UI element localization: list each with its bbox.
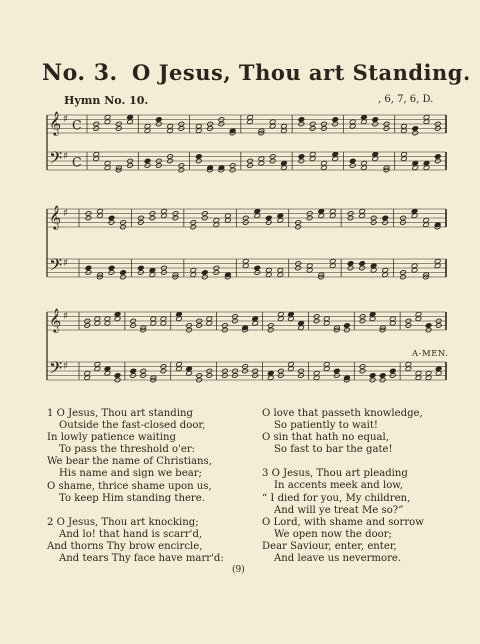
note-head xyxy=(160,316,167,321)
note-head xyxy=(412,126,419,131)
verse-line: So patiently to wait! xyxy=(274,420,378,432)
amen-label: A-MEN. xyxy=(412,349,449,359)
verse-line: O Lord, with shame and sorrow xyxy=(262,516,424,528)
note-head xyxy=(435,366,442,371)
verse-line: To pass the threshold o'er: xyxy=(59,444,196,456)
key-sharp-icon: ♯ xyxy=(63,113,69,126)
note-head xyxy=(94,321,101,326)
note-head xyxy=(411,213,418,218)
note-head xyxy=(390,321,397,326)
verse-line: To keep Him standing there. xyxy=(59,492,205,504)
clef-treble-icon: 𝄞 xyxy=(49,204,62,229)
note-head xyxy=(323,321,330,326)
note-head xyxy=(361,119,368,124)
note-head xyxy=(370,268,377,273)
note-head xyxy=(104,371,111,376)
verse-column-left xyxy=(47,408,224,565)
note-head xyxy=(425,323,432,328)
note-head xyxy=(318,213,325,218)
note-head xyxy=(423,165,430,170)
clef-bass-icon: 𝄢 xyxy=(49,357,63,382)
note-head xyxy=(435,154,442,159)
note-head xyxy=(359,213,366,218)
note-head xyxy=(258,161,265,166)
note-head xyxy=(369,373,376,378)
note-head xyxy=(85,265,92,270)
note-head xyxy=(361,165,368,170)
note-head xyxy=(321,161,328,166)
hymn-title: O Jesus, Thou art Standing. xyxy=(132,60,471,85)
note-head xyxy=(411,268,418,273)
note-head xyxy=(167,128,174,133)
note-head xyxy=(277,272,284,277)
note-head xyxy=(176,362,183,367)
note-head xyxy=(309,156,316,161)
note-head xyxy=(359,209,366,214)
verse-line: In accents meek and low, xyxy=(274,480,403,492)
note-head xyxy=(278,312,285,317)
note-head xyxy=(104,161,111,166)
note-head xyxy=(277,268,284,273)
note-head xyxy=(266,215,273,220)
note-head xyxy=(130,368,137,373)
note-head xyxy=(127,115,134,120)
note-head xyxy=(242,259,249,264)
note-head xyxy=(97,213,104,218)
note-head xyxy=(104,321,111,326)
note-head xyxy=(323,362,330,367)
note-head xyxy=(120,270,127,275)
note-head xyxy=(313,375,320,380)
note-head xyxy=(321,165,328,170)
verse-line xyxy=(262,456,424,468)
note-head xyxy=(329,263,336,268)
note-head xyxy=(349,124,356,129)
note-head xyxy=(267,371,274,376)
verse-column-right xyxy=(262,408,424,565)
note-head xyxy=(298,154,305,159)
note-head xyxy=(138,265,145,270)
note-head xyxy=(332,156,339,161)
note-head xyxy=(161,209,168,214)
note-head xyxy=(434,259,441,264)
note-head xyxy=(401,152,408,157)
note-head xyxy=(281,124,288,129)
verse-line: His name and sign we bear; xyxy=(59,468,202,480)
note-head xyxy=(108,215,115,220)
note-head xyxy=(379,373,386,378)
note-head xyxy=(318,209,325,214)
note-head xyxy=(114,316,121,321)
note-head xyxy=(306,268,313,273)
note-head xyxy=(93,152,100,157)
note-head xyxy=(332,117,339,122)
note-head xyxy=(411,263,418,268)
verse-line: In lowly patience waiting xyxy=(47,432,176,444)
note-head xyxy=(150,316,157,321)
note-head xyxy=(401,128,408,133)
note-head xyxy=(144,128,151,133)
note-head xyxy=(242,263,249,268)
note-head xyxy=(206,316,213,321)
note-head xyxy=(405,366,412,371)
note-head xyxy=(196,124,203,129)
note-head xyxy=(150,321,157,326)
note-head xyxy=(104,115,111,120)
note-head xyxy=(104,165,111,170)
time-signature-icon: C xyxy=(72,117,82,133)
verse-line: We bear the name of Christians, xyxy=(47,456,212,468)
verse-line: 2 O Jesus, Thou art knocking; xyxy=(47,516,199,528)
note-head xyxy=(252,316,259,321)
note-head xyxy=(329,259,336,264)
note-head xyxy=(323,366,330,371)
note-head xyxy=(288,316,295,321)
note-head xyxy=(412,165,419,170)
note-head xyxy=(266,272,273,277)
note-head xyxy=(94,366,101,371)
note-head xyxy=(167,124,174,129)
verse-line: O love that passeth knowledge, xyxy=(262,408,423,419)
note-head xyxy=(84,371,91,376)
note-head xyxy=(423,115,430,120)
hymn-reference: Hymn No. 10. xyxy=(64,94,149,107)
page-number: (9) xyxy=(232,565,245,575)
note-head xyxy=(190,272,197,277)
note-head xyxy=(298,321,305,326)
note-head xyxy=(114,312,121,317)
key-sharp-icon: ♯ xyxy=(63,257,69,270)
note-head xyxy=(281,128,288,133)
note-head xyxy=(334,368,341,373)
note-head xyxy=(277,213,284,218)
note-head xyxy=(176,316,183,321)
note-head xyxy=(382,215,389,220)
key-sharp-icon: ♯ xyxy=(63,310,69,323)
note-head xyxy=(190,268,197,273)
clef-treble-icon: 𝄞 xyxy=(49,307,62,332)
verse-line: And leave us nevermore. xyxy=(274,553,402,565)
note-head xyxy=(127,119,134,124)
note-head xyxy=(401,156,408,161)
note-head xyxy=(309,152,316,157)
note-head xyxy=(144,124,151,129)
verse-line: Dear Saviour, enter, enter, xyxy=(262,540,397,552)
note-head xyxy=(347,261,354,266)
note-head xyxy=(344,323,351,328)
note-head xyxy=(149,272,156,277)
note-head xyxy=(372,117,379,122)
note-head xyxy=(423,218,430,223)
verse-line: We open now the door; xyxy=(274,528,392,540)
note-head xyxy=(329,209,336,214)
note-head xyxy=(288,312,295,317)
note-head xyxy=(149,268,156,273)
note-head xyxy=(281,165,288,170)
note-head xyxy=(206,321,213,326)
verse-line: And thorns Thy brow encircle, xyxy=(47,540,203,552)
verse-line: And tears Thy face have marr'd: xyxy=(59,553,224,565)
verse-line: O shame, thrice shame upon us, xyxy=(47,480,212,492)
key-sharp-icon: ♯ xyxy=(63,207,69,220)
note-head xyxy=(254,265,261,270)
note-head xyxy=(329,213,336,218)
note-head xyxy=(104,366,111,371)
note-head xyxy=(202,270,209,275)
verse-line: 3 O Jesus, Thou art pleading xyxy=(262,468,408,480)
clef-treble-icon: 𝄞 xyxy=(49,110,62,135)
note-head xyxy=(313,371,320,376)
note-head xyxy=(288,362,295,367)
note-head xyxy=(405,362,412,367)
note-head xyxy=(267,375,274,380)
note-head xyxy=(423,222,430,227)
note-head xyxy=(213,218,220,223)
note-head xyxy=(349,158,356,163)
note-head xyxy=(288,366,295,371)
note-head xyxy=(423,161,430,166)
note-head xyxy=(359,261,366,266)
note-head xyxy=(323,316,330,321)
note-head xyxy=(361,115,368,120)
verse-line: And will ye treat Me so?” xyxy=(274,504,404,516)
note-head xyxy=(176,366,183,371)
note-head xyxy=(252,321,259,326)
note-head xyxy=(332,152,339,157)
note-head xyxy=(415,312,422,317)
note-head xyxy=(247,115,254,120)
note-head xyxy=(369,316,376,321)
note-head xyxy=(266,268,273,273)
note-head xyxy=(372,156,379,161)
verse-line: So fast to bar the gate! xyxy=(274,444,393,456)
note-head xyxy=(269,119,276,124)
note-head xyxy=(176,312,183,317)
note-head xyxy=(278,316,285,321)
verse-line: Outside the fast-closed door, xyxy=(59,420,206,432)
note-head xyxy=(144,158,151,163)
note-head xyxy=(156,117,163,122)
note-head xyxy=(97,209,104,214)
note-head xyxy=(412,161,419,166)
verse-line xyxy=(47,505,224,517)
note-head xyxy=(411,209,418,214)
note-head xyxy=(382,272,389,277)
verse-line: 1 O Jesus, Thou art standing xyxy=(47,408,193,419)
note-head xyxy=(254,209,261,214)
note-head xyxy=(277,218,284,223)
note-head xyxy=(94,316,101,321)
note-head xyxy=(435,371,442,376)
note-head xyxy=(84,375,91,380)
note-head xyxy=(254,213,261,218)
note-head xyxy=(186,366,193,371)
time-signature-icon: C xyxy=(72,154,82,170)
note-head xyxy=(372,152,379,157)
note-head xyxy=(104,316,111,321)
note-head xyxy=(225,218,232,223)
note-head xyxy=(390,316,397,321)
note-head xyxy=(434,263,441,268)
note-head xyxy=(94,362,101,367)
note-head xyxy=(114,373,121,378)
note-head xyxy=(186,371,193,376)
note-head xyxy=(425,371,432,376)
note-head xyxy=(369,312,376,317)
note-head xyxy=(349,119,356,124)
note-head xyxy=(269,124,276,129)
note-head xyxy=(415,375,422,380)
note-head xyxy=(196,128,203,133)
note-head xyxy=(161,213,168,218)
note-head xyxy=(298,117,305,122)
key-sharp-icon: ♯ xyxy=(63,360,69,373)
note-head xyxy=(258,156,265,161)
verse-line: O sin that hath no equal, xyxy=(262,432,389,444)
note-head xyxy=(415,371,422,376)
note-head xyxy=(415,316,422,321)
hymn-number: No. 3. xyxy=(42,60,118,86)
clef-bass-icon: 𝄢 xyxy=(49,254,63,279)
key-sharp-icon: ♯ xyxy=(63,150,69,163)
meter-label: , 6, 7, 6, D. xyxy=(378,94,434,105)
note-head xyxy=(370,263,377,268)
note-head xyxy=(160,321,167,326)
note-head xyxy=(281,161,288,166)
note-head xyxy=(425,375,432,380)
note-head xyxy=(390,368,397,373)
note-head xyxy=(196,154,203,159)
note-head xyxy=(382,268,389,273)
note-head xyxy=(225,213,232,218)
verse-line: “ I died for you, My children, xyxy=(262,492,411,504)
note-head xyxy=(104,119,111,124)
note-head xyxy=(361,161,368,166)
note-head xyxy=(213,222,220,227)
verse-line: And lo! that hand is scarr'd, xyxy=(59,528,203,540)
note-head xyxy=(298,325,305,330)
note-head xyxy=(401,124,408,129)
note-head xyxy=(306,263,313,268)
note-head xyxy=(93,156,100,161)
note-head xyxy=(108,265,115,270)
note-head xyxy=(247,119,254,124)
note-head xyxy=(423,119,430,124)
clef-bass-icon: 𝄢 xyxy=(49,147,63,172)
